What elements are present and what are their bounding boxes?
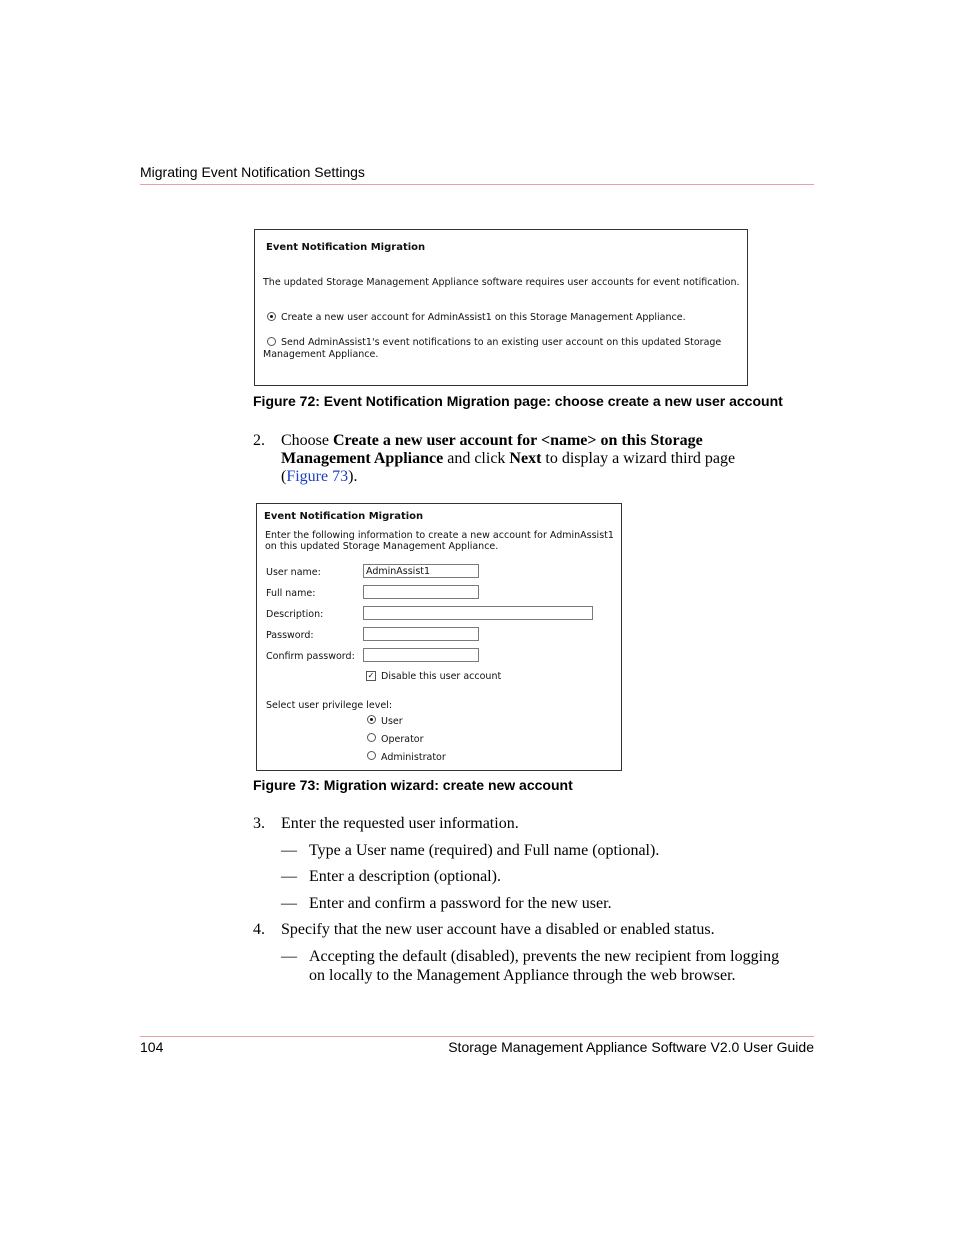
- password-label: Password:: [266, 630, 314, 641]
- step-4-bullet-line-2: on locally to the Management Appliance through the web browser.: [309, 967, 736, 984]
- dash: —: [281, 842, 297, 859]
- step-2-next: Next: [509, 450, 542, 467]
- option-send-existing-label-1: Send AdminAssist1's event notifications to an existing user account on this updated Storage: [281, 337, 722, 348]
- running-header: Migrating Event Notification Settings: [140, 164, 365, 180]
- figure-73-link[interactable]: Figure 73: [286, 468, 349, 485]
- figure-73-screenshot: [256, 503, 622, 771]
- page-number: 104: [140, 1039, 164, 1055]
- figure-72-screenshot: [254, 229, 748, 386]
- step-2-option-name-cont: Management Appliance: [281, 450, 444, 467]
- dash: —: [281, 895, 297, 912]
- figure-73-intro-2: on this updated Storage Management Appliance.: [265, 541, 499, 552]
- radio-privilege-operator[interactable]: [367, 733, 376, 742]
- figure-72-heading: Event Notification Migration: [266, 242, 426, 253]
- step-2-close: ).: [348, 468, 358, 485]
- figure-72-description: The updated Storage Management Appliance software requires user accounts for event notification.: [263, 277, 740, 288]
- step-3-bullet-1: Type a User name (required) and Full name (optional).: [309, 842, 660, 859]
- privilege-level-label: Select user privilege level:: [266, 700, 393, 711]
- dash: —: [281, 948, 297, 965]
- step-3-bullet-2: Enter a description (optional).: [309, 868, 501, 885]
- step-2-tail: to display a wizard third page: [541, 450, 736, 467]
- radio-send-existing-account[interactable]: [267, 337, 276, 346]
- disable-account-checkbox[interactable]: ✓: [367, 671, 375, 680]
- username-label: User name:: [266, 567, 321, 578]
- figure-73-caption: Figure 73: Migration wizard: create new account: [253, 777, 573, 793]
- step-3-number: 3.: [253, 815, 265, 832]
- dash: —: [281, 868, 297, 885]
- step-2-option-name: Create a new user account for <name> on this Storage: [333, 432, 703, 449]
- confirm-password-label: Confirm password:: [266, 651, 355, 662]
- figure-72-caption: Figure 72: Event Notification Migration page: choose create a new user account: [253, 393, 783, 409]
- radio-create-new-account[interactable]: [267, 312, 276, 321]
- figure-73-intro-1: Enter the following information to create a new account for AdminAssist1: [265, 530, 614, 541]
- confirm-password-input[interactable]: [363, 648, 479, 662]
- option-send-existing-label-2: Management Appliance.: [263, 349, 379, 360]
- header-rule: [140, 184, 814, 185]
- option-create-new-label: Create a new user account for AdminAssist1 on this Storage Management Appliance.: [281, 312, 686, 323]
- description-input[interactable]: [363, 606, 593, 620]
- disable-account-label: Disable this user account: [381, 671, 502, 682]
- figure-73-heading: Event Notification Migration: [264, 511, 424, 522]
- fullname-input[interactable]: [363, 585, 479, 599]
- description-label: Description:: [266, 609, 324, 620]
- privilege-administrator-label: Administrator: [381, 752, 446, 763]
- step-2-text: [281, 432, 814, 486]
- step-4-bullet-line-1: Accepting the default (disabled), prevents the new recipient from logging: [309, 948, 780, 965]
- footer-title: Storage Management Appliance Software V2.0 User Guide: [448, 1039, 814, 1055]
- step-2-number: 2.: [253, 432, 265, 449]
- radio-privilege-user[interactable]: [367, 715, 376, 724]
- step-4-number: 4.: [253, 921, 265, 938]
- privilege-operator-label: Operator: [381, 734, 424, 745]
- privilege-user-label: User: [381, 716, 403, 727]
- username-input[interactable]: AdminAssist1: [363, 564, 479, 578]
- step-4-text: Specify that the new user account have a disabled or enabled status.: [281, 921, 715, 938]
- step-2-and-click: and click: [443, 450, 510, 467]
- fullname-label: Full name:: [266, 588, 316, 599]
- password-input[interactable]: [363, 627, 479, 641]
- step-3-text: Enter the requested user information.: [281, 815, 519, 832]
- step-2-open-paren: (: [281, 468, 287, 485]
- footer-rule: [140, 1036, 814, 1037]
- step-2-choose: Choose: [281, 432, 333, 449]
- step-3-bullet-3: Enter and confirm a password for the new user.: [309, 895, 612, 912]
- radio-privilege-administrator[interactable]: [367, 751, 376, 760]
